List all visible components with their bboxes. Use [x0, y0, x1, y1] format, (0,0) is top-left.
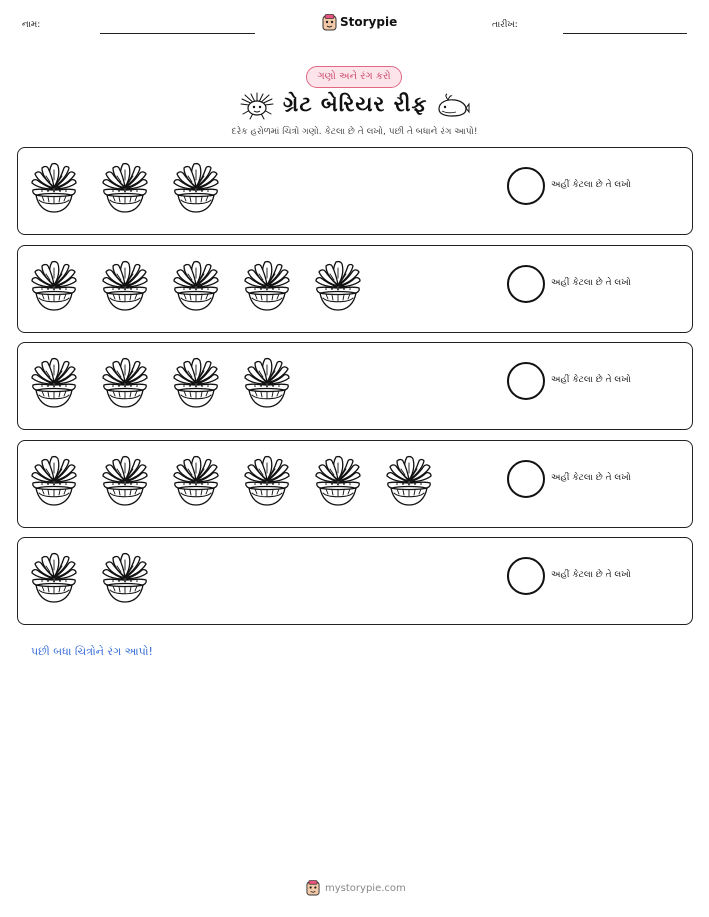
coral-polyp-icon[interactable]	[385, 453, 433, 507]
coral-polyp-icon[interactable]	[30, 355, 78, 409]
storypie-logo-icon	[306, 880, 320, 896]
name-label: નામ:	[22, 20, 41, 30]
date-label: તારીખ:	[492, 20, 518, 30]
name-write-line	[100, 33, 255, 34]
worksheet-header	[0, 0, 709, 40]
whale-icon	[436, 93, 470, 119]
date-write-line	[563, 33, 687, 34]
coral-polyp-icon[interactable]	[101, 355, 149, 409]
coral-polyp-icon[interactable]	[30, 160, 78, 214]
sea-urchin-icon	[240, 91, 274, 121]
answer-circle[interactable]	[507, 460, 545, 498]
color-note: પછી બધા ચિત્રોને રંગ આપો!	[31, 645, 153, 658]
coral-polyp-icon[interactable]	[101, 550, 149, 604]
activity-tag: ગણો અને રંગ કરો	[306, 66, 402, 88]
coral-polyp-icon[interactable]	[314, 453, 362, 507]
coral-polyp-icon[interactable]	[243, 453, 291, 507]
count-row	[17, 440, 693, 528]
answer-circle[interactable]	[507, 557, 545, 595]
coral-polyp-icon[interactable]	[243, 355, 291, 409]
coral-polyp-icon[interactable]	[101, 258, 149, 312]
answer-circle[interactable]	[507, 167, 545, 205]
answer-circle[interactable]	[507, 265, 545, 303]
count-row	[17, 342, 693, 430]
title-row	[0, 88, 709, 124]
coral-polyp-icon[interactable]	[101, 160, 149, 214]
brand	[322, 12, 397, 32]
coral-polyp-icon[interactable]	[172, 453, 220, 507]
coral-polyp-icon[interactable]	[30, 453, 78, 507]
coral-polyp-icon[interactable]	[172, 258, 220, 312]
page-title: ગ્રેટ બેરિયર રીફ	[283, 92, 428, 116]
coral-polyp-icon[interactable]	[101, 453, 149, 507]
answer-hint: અહીં કેટલા છે તે લખો	[551, 375, 631, 385]
footer-url: mystorypie.com	[325, 882, 406, 894]
count-row	[17, 537, 693, 625]
count-row	[17, 245, 693, 333]
coral-polyp-icon[interactable]	[243, 258, 291, 312]
answer-hint: અહીં કેટલા છે તે લખો	[551, 277, 631, 288]
coral-polyp-icon[interactable]	[172, 160, 220, 214]
answer-hint: અહીં કેટલા છે તે લખો	[551, 570, 631, 580]
count-row	[17, 147, 693, 235]
footer	[306, 879, 406, 897]
coral-polyp-icon[interactable]	[30, 258, 78, 312]
answer-circle[interactable]	[507, 362, 545, 400]
brand-name: Storypie	[340, 15, 398, 29]
coral-polyp-icon[interactable]	[30, 550, 78, 604]
coral-polyp-icon[interactable]	[172, 355, 220, 409]
coral-polyp-icon[interactable]	[314, 258, 362, 312]
storypie-logo-icon	[322, 14, 337, 31]
instructions: દરેક હરોળમાં ચિત્રો ગણો. કેટલા છે તે લખો, પછી તે બધાને રંગ આપો!	[231, 127, 478, 137]
answer-hint: અહીં કેટલા છે તે લખો	[551, 180, 631, 190]
answer-hint: અહીં કેટલા છે તે લખો	[551, 472, 631, 483]
